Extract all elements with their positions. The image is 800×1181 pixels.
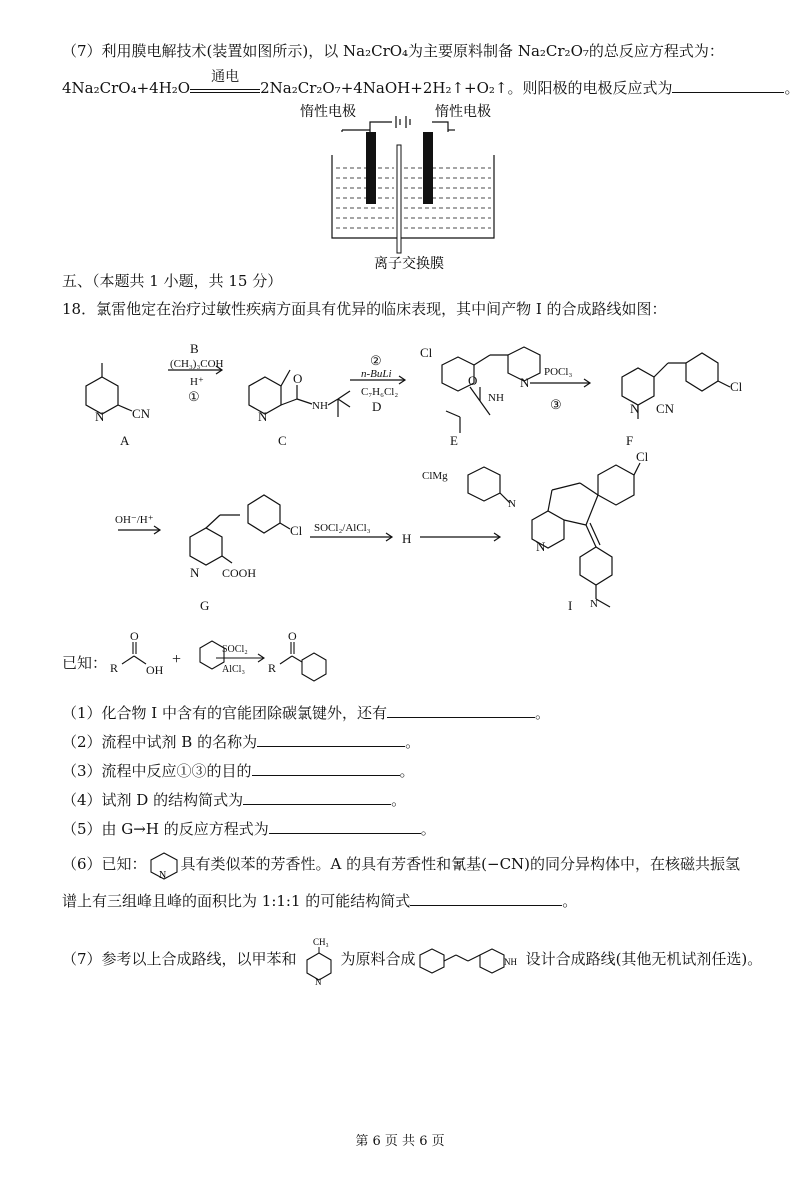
question-4-text: （4）试剂 D 的结构简式为 xyxy=(62,791,244,809)
question-7-post: 设计合成路线(其他无机试剂任选)。 xyxy=(525,950,763,968)
question-3-text: （3）流程中反应①③的目的 xyxy=(62,762,252,780)
equation-right: 2Na₂Cr₂O₇+4NaOH+2H₂↑+O₂↑。则阳极的电极反应式为 xyxy=(260,79,673,97)
n-label-I-ring: N xyxy=(536,539,546,554)
question-6-post: 具有类似苯的芳香性。A 的具有芳香性和氰基(−CN)的同分异构体中，在核磁共振氢 xyxy=(180,855,741,873)
target-structure xyxy=(416,945,526,975)
acylation-reagent: SOCl₂/AlCl₃ xyxy=(314,522,371,534)
ch3-label: CH₃ xyxy=(312,937,329,947)
grignard-structure xyxy=(468,467,510,503)
step3-reagent: POCl₃ xyxy=(544,366,573,378)
hydrolysis-reagent: OH⁻/H⁺ xyxy=(115,514,154,526)
question-6-pre: （6）已知： xyxy=(62,855,147,873)
cn-label-F: CN xyxy=(656,401,675,416)
question-6-line2 xyxy=(62,890,577,911)
electrolysis-apparatus xyxy=(280,100,530,275)
ion-exchange-membrane xyxy=(397,145,401,253)
membrane-label: 离子交换膜 xyxy=(374,257,444,272)
step1-acid: H⁺ xyxy=(190,376,204,388)
period: 。 xyxy=(391,791,407,809)
cl-label-F: Cl xyxy=(730,379,743,394)
label-G: G xyxy=(200,598,210,613)
left-electrode-label: 惰性电极 xyxy=(300,105,356,120)
label-C: C xyxy=(278,433,287,448)
question-1-text: （1）化合物 I 中含有的官能团除碳氯键外，还有 xyxy=(62,704,388,722)
nh-label-C: NH xyxy=(312,400,328,412)
cl-label-E: Cl xyxy=(420,345,433,360)
step1-reagent: B xyxy=(190,341,199,356)
nh-label-E: NH xyxy=(488,392,504,404)
compound-A-structure xyxy=(86,363,132,414)
n-label-grignard: N xyxy=(508,498,516,510)
o-label-E: O xyxy=(468,373,478,388)
page-footer: 第 6 页 共 6 页 xyxy=(355,1134,445,1149)
cl-label-I: Cl xyxy=(636,449,649,464)
known-cond-bot: AlCl₃ xyxy=(222,664,245,675)
step2-label-D: D xyxy=(372,399,382,414)
answer-blank-6[interactable] xyxy=(410,891,562,906)
cn-label-A: CN xyxy=(132,406,151,421)
plus-sign: + xyxy=(172,651,182,668)
question-4 xyxy=(62,789,406,810)
period: 。 xyxy=(784,79,800,97)
synthesis-scheme xyxy=(50,325,780,625)
target-nh: NH xyxy=(503,957,517,967)
step2-number: ② xyxy=(370,353,382,368)
q7-line1: （7）利用膜电解技术(装置如图所示)，以 Na₂CrO₄为主要原料制备 Na₂Cr₂O₇的总反应方程式为： xyxy=(62,42,724,60)
label-I: I xyxy=(568,598,573,613)
answer-blank-3[interactable] xyxy=(252,761,400,776)
period: 。 xyxy=(420,820,436,838)
grignard-clmg: ClMg xyxy=(422,470,448,482)
step1-alcohol: (CH₃)₃COH xyxy=(170,358,224,370)
label-F: F xyxy=(626,433,634,448)
q7-equation xyxy=(62,69,800,98)
n-label-E: N xyxy=(520,375,530,390)
known-r-right: R xyxy=(268,661,277,675)
compound-E-structure xyxy=(442,347,540,433)
pyridine-n: N xyxy=(158,870,166,880)
question-2-text: （2）流程中试剂 B 的名称为 xyxy=(62,733,258,751)
answer-blank-4[interactable] xyxy=(243,790,391,805)
question-5 xyxy=(62,818,436,839)
question-3 xyxy=(62,760,415,781)
n-label-A: N xyxy=(95,409,105,424)
cl-label-G: Cl xyxy=(290,523,303,538)
period: 。 xyxy=(562,892,578,910)
question-7 xyxy=(62,935,762,985)
question-6-line2-text: 谱上有三组峰且峰的面积比为 1:1:1 的可能结构简式 xyxy=(62,892,411,910)
section-title: 五、（本题共 1 小题，共 15 分） xyxy=(62,272,283,290)
step2-base: n-BuLi xyxy=(361,368,392,380)
methylpyridine-n: N xyxy=(314,977,322,985)
n-label-G: N xyxy=(190,565,200,580)
question-7-pre: （7）参考以上合成路线，以甲苯和 xyxy=(62,950,297,968)
step3-number: ③ xyxy=(550,397,562,412)
condition-text: 通电 xyxy=(211,69,240,85)
methylpyridine-structure xyxy=(297,935,341,985)
n-label-F: N xyxy=(630,401,640,416)
known-label: 已知： xyxy=(62,654,108,672)
q18-intro: 18．氯雷他定在治疗过敏性疾病方面具有优异的临床表现，其中间产物 I 的合成路线如图： xyxy=(62,300,667,318)
question-6 xyxy=(62,850,740,880)
pyridine-structure xyxy=(147,850,181,880)
step2-reagent: C₇H₆Cl₂ xyxy=(361,386,399,398)
known-reaction xyxy=(100,630,340,690)
equation-left: 4Na₂CrO₄+4H₂O xyxy=(62,79,191,97)
compound-I-structure xyxy=(532,463,640,607)
known-oh: OH xyxy=(146,663,164,677)
o-label-C: O xyxy=(293,371,303,386)
answer-blank-5[interactable] xyxy=(269,819,421,834)
label-A: A xyxy=(120,433,130,448)
answer-blank-1[interactable] xyxy=(387,703,535,718)
known-r-left: R xyxy=(110,661,119,675)
compound-G-structure xyxy=(190,495,290,565)
known-cond-top: SOCl₂ xyxy=(222,644,248,655)
n-label-I-pip: N xyxy=(590,598,598,610)
period: 。 xyxy=(535,704,551,722)
right-electrode-label: 惰性电极 xyxy=(435,105,491,120)
electrolysis-arrow xyxy=(190,69,260,93)
cooh-label-G: COOH xyxy=(222,566,257,580)
question-7-mid: 为原料合成 xyxy=(340,950,416,968)
question-1 xyxy=(62,702,550,723)
known-o-left: O xyxy=(130,630,139,643)
question-2 xyxy=(62,731,420,752)
known-o-right: O xyxy=(288,630,297,643)
n-label-C: N xyxy=(258,409,268,424)
period: 。 xyxy=(405,733,421,751)
answer-blank-2[interactable] xyxy=(257,732,405,747)
question-5-text: （5）由 G→H 的反应方程式为 xyxy=(62,820,269,838)
label-H: H xyxy=(402,531,412,546)
period: 。 xyxy=(399,762,415,780)
step1-number: ① xyxy=(188,389,200,404)
answer-blank-anode[interactable] xyxy=(672,78,784,93)
label-E: E xyxy=(450,433,458,448)
